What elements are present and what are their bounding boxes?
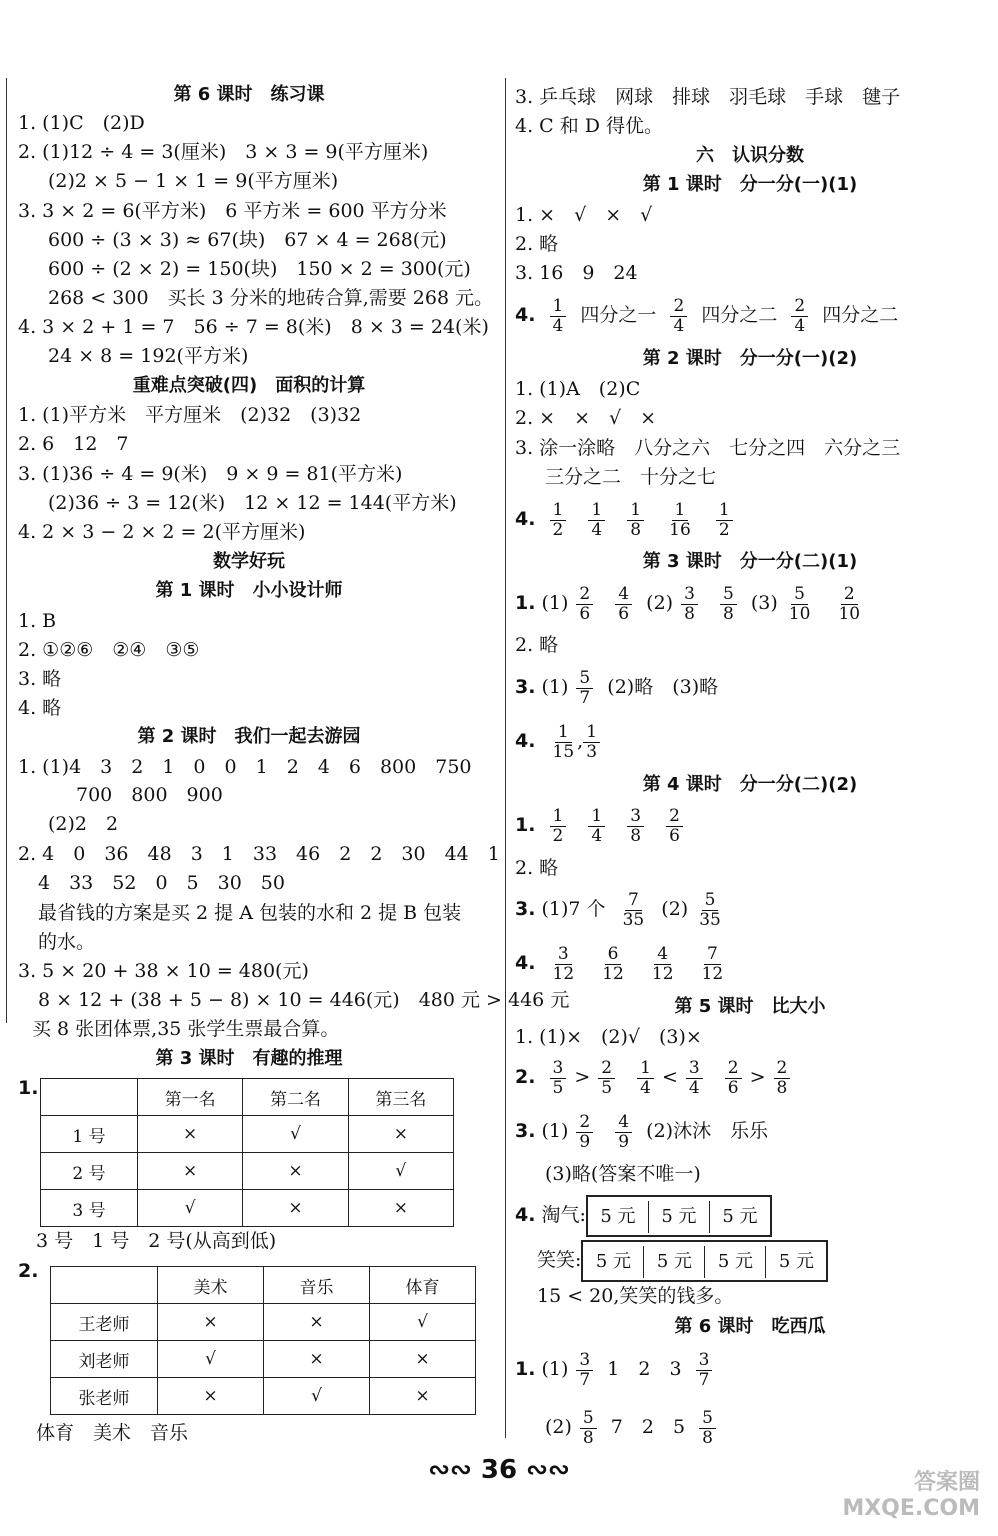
fraction bbox=[550, 297, 567, 336]
question-number: 3. bbox=[515, 1120, 536, 1142]
fraction bbox=[699, 1409, 716, 1448]
part-label: (1) bbox=[541, 1358, 569, 1380]
answer-line: 4 33 52 0 5 30 50 bbox=[38, 872, 285, 894]
fraction bbox=[720, 585, 737, 624]
part-label: (1) bbox=[541, 592, 569, 614]
table-cell: × bbox=[138, 1153, 243, 1190]
answer-line: 三分之二 十分之七 bbox=[545, 466, 717, 488]
fraction-words: 四分之二 bbox=[822, 304, 899, 326]
numerator: 7 bbox=[704, 945, 721, 965]
section-title: 第 5 课时 比大小 bbox=[674, 996, 826, 1017]
money-cell: 5 元 bbox=[644, 1246, 705, 1278]
table-header-cell: 美术 bbox=[158, 1267, 264, 1304]
question-number: 1. bbox=[515, 814, 536, 836]
answer-line: 3. (1)36 ÷ 4 = 9(米) 9 × 9 = 81(平方米) bbox=[18, 463, 403, 485]
fraction-words: 四分之二 bbox=[701, 304, 778, 326]
page-number: 36 bbox=[480, 1455, 518, 1485]
fraction bbox=[576, 669, 593, 708]
fraction bbox=[725, 1059, 742, 1098]
numerator: 1 bbox=[672, 501, 689, 521]
table-cell: √ bbox=[243, 1116, 348, 1153]
fraction bbox=[786, 585, 814, 624]
numerator: 4 bbox=[615, 585, 632, 605]
answer-line: (2)36 ÷ 3 = 12(米) 12 × 12 = 144(平方米) bbox=[48, 492, 457, 514]
answer-text: (2)沐沐 乐乐 bbox=[646, 1120, 769, 1142]
part-label: (1) bbox=[541, 676, 569, 698]
answer-line: 3. 涂一涂略 八分之六 七分之四 六分之三 bbox=[515, 437, 901, 459]
denominator: 8 bbox=[702, 1427, 713, 1448]
section-title: 第 6 课时 练习课 bbox=[173, 84, 325, 105]
answer-line: 2. ①②⑥ ②④ ③⑤ bbox=[18, 639, 200, 661]
table-cell: 张老师 bbox=[51, 1378, 158, 1415]
denominator: 6 bbox=[727, 1077, 739, 1098]
denominator: 7 bbox=[579, 687, 591, 708]
reasoning-table-2 bbox=[50, 1266, 476, 1415]
denominator: 2 bbox=[552, 519, 564, 540]
fraction bbox=[550, 1059, 567, 1098]
answer-line bbox=[515, 940, 734, 986]
reasoning-table-1 bbox=[40, 1078, 454, 1227]
money-cell: 5 元 bbox=[705, 1246, 766, 1278]
table-header-cell: 第三名 bbox=[348, 1079, 453, 1116]
answer-line: 1. (1)平方米 平方厘米 (2)32 (3)32 bbox=[18, 404, 362, 426]
answer-line: 2. 6 12 7 bbox=[18, 433, 129, 455]
table-cell: √ bbox=[264, 1378, 370, 1415]
table-cell: √ bbox=[158, 1341, 264, 1378]
table-cell: × bbox=[348, 1116, 453, 1153]
left-ornament-icon: ∾∾ bbox=[428, 1455, 472, 1485]
question-number: 1. bbox=[18, 1077, 39, 1099]
section-title: 数学好玩 bbox=[213, 551, 285, 572]
denominator: 8 bbox=[684, 603, 695, 624]
fraction bbox=[774, 1059, 791, 1098]
table-header-cell: 第二名 bbox=[243, 1079, 348, 1116]
answer-line: 买 8 张团体票,35 张学生票最合算。 bbox=[32, 1018, 340, 1040]
fraction bbox=[550, 501, 567, 540]
denominator: 4 bbox=[640, 1077, 651, 1098]
question-number: 3. bbox=[515, 898, 536, 920]
numerator: 5 bbox=[720, 585, 737, 605]
part-label: (1)7 个 bbox=[541, 898, 606, 920]
denominator: 16 bbox=[669, 519, 691, 540]
table-header-cell: 第一名 bbox=[138, 1079, 243, 1116]
table-cell: 刘老师 bbox=[51, 1341, 158, 1378]
table-header-cell bbox=[41, 1079, 138, 1116]
table-cell: √ bbox=[138, 1190, 243, 1227]
denominator: 5 bbox=[601, 1077, 613, 1098]
money-cell: 5 元 bbox=[588, 1201, 649, 1233]
table-cell: × bbox=[243, 1190, 348, 1227]
numerator: 1 bbox=[550, 807, 567, 827]
answer-line: (2)2 2 bbox=[48, 813, 119, 835]
answer-line: 体育 美术 音乐 bbox=[36, 1422, 189, 1444]
fraction bbox=[791, 297, 808, 336]
fraction bbox=[550, 807, 567, 846]
question-number: 1. bbox=[515, 1358, 536, 1380]
answer-line: 3 号 1 号 2 号(从高到低) bbox=[36, 1230, 277, 1252]
right-ornament-icon: ∾∾ bbox=[526, 1455, 570, 1485]
question-number: 2. bbox=[515, 1066, 536, 1088]
numerator: 6 bbox=[605, 945, 622, 965]
money-cell: 5 元 bbox=[583, 1246, 644, 1278]
answer-line: 1. (1)A (2)C bbox=[515, 378, 641, 400]
numerator: 3 bbox=[686, 1059, 703, 1079]
table-cell: 3 号 bbox=[41, 1190, 138, 1227]
table-cell: × bbox=[158, 1304, 264, 1341]
denominator: 4 bbox=[552, 315, 564, 336]
answer-line bbox=[515, 1404, 724, 1450]
denominator: 6 bbox=[579, 603, 591, 624]
money-cell: 5 元 bbox=[722, 1206, 758, 1227]
answer-text: (2)略 (3)略 bbox=[607, 676, 719, 698]
answer-line: 最省钱的方案是买 2 提 A 包装的水和 2 提 B 包装 bbox=[38, 902, 462, 924]
numerator: 3 bbox=[627, 807, 644, 827]
answer-line bbox=[515, 664, 718, 710]
numerator: 2 bbox=[598, 1059, 615, 1079]
fraction bbox=[666, 807, 683, 846]
answer-line bbox=[515, 718, 608, 764]
denominator: 5 bbox=[552, 1077, 564, 1098]
denominator: 4 bbox=[591, 825, 603, 846]
numerator: 3 bbox=[576, 1351, 593, 1371]
answer-line: 1. (1)4 3 2 1 0 0 1 2 4 6 800 750 bbox=[18, 756, 472, 778]
denominator: 9 bbox=[579, 1131, 591, 1152]
question-number: 4. bbox=[515, 1204, 536, 1226]
denominator: 4 bbox=[794, 315, 806, 336]
table-cell: × bbox=[264, 1341, 370, 1378]
section-title: 第 6 课时 吃西瓜 bbox=[674, 1316, 826, 1337]
numerator: 2 bbox=[791, 297, 808, 317]
fraction bbox=[681, 585, 698, 624]
denominator: 12 bbox=[602, 963, 624, 984]
denominator: 8 bbox=[582, 1427, 594, 1448]
answer-text: 7 2 5 bbox=[610, 1416, 686, 1438]
answer-line: 1. × √ × √ bbox=[515, 204, 653, 226]
denominator: 7 bbox=[698, 1369, 710, 1390]
watermark-text: 答案圈 bbox=[913, 1470, 980, 1495]
answer-line: 3. 乒乓球 网球 排球 羽毛球 手球 毽子 bbox=[515, 86, 901, 108]
comparison-sign: < bbox=[661, 1066, 678, 1088]
question-number: 4. bbox=[515, 508, 536, 530]
denominator: 2 bbox=[718, 519, 730, 540]
table-cell: × bbox=[138, 1116, 243, 1153]
denominator: 35 bbox=[699, 909, 721, 930]
numerator: 5 bbox=[580, 1409, 597, 1429]
table-cell: √ bbox=[348, 1153, 453, 1190]
table-cell: √ bbox=[370, 1304, 476, 1341]
numerator: 5 bbox=[702, 891, 719, 911]
table-cell: 1 号 bbox=[41, 1116, 138, 1153]
answer-line bbox=[515, 580, 871, 626]
answer-line bbox=[515, 1054, 798, 1100]
numerator: 4 bbox=[654, 945, 671, 965]
answer-text: 1 2 3 bbox=[607, 1358, 682, 1380]
numerator: 4 bbox=[615, 1113, 632, 1133]
numerator: 5 bbox=[699, 1409, 716, 1429]
numerator: 3 bbox=[681, 585, 698, 605]
denominator: 6 bbox=[669, 825, 680, 846]
money-cell: 5 元 bbox=[778, 1251, 814, 1272]
fraction bbox=[666, 501, 694, 540]
fraction bbox=[588, 501, 605, 540]
answer-line: (3)略(答案不唯一) bbox=[545, 1163, 701, 1185]
numerator: 3 bbox=[696, 1351, 713, 1371]
person-name: 笑笑: bbox=[537, 1249, 582, 1271]
column-divider bbox=[505, 78, 506, 1438]
section-title: 第 2 课时 分一分(一)(2) bbox=[642, 348, 858, 369]
fraction bbox=[576, 1351, 593, 1390]
fraction bbox=[599, 945, 627, 984]
answer-line: 2. (1)12 ÷ 4 = 3(厘米) 3 × 3 = 9(平方厘米) bbox=[18, 141, 429, 163]
answer-line: 600 ÷ (2 × 2) = 150(块) 150 × 2 = 300(元) bbox=[48, 258, 471, 280]
table-cell: 2 号 bbox=[41, 1153, 138, 1190]
numerator: 2 bbox=[576, 585, 593, 605]
question-number: 4. bbox=[515, 952, 536, 974]
table-header-cell: 体育 bbox=[370, 1267, 476, 1304]
answer-line: 24 × 8 = 192(平方米) bbox=[48, 345, 249, 367]
denominator: 8 bbox=[630, 519, 642, 540]
numerator: 2 bbox=[670, 297, 687, 317]
denominator: 8 bbox=[776, 1077, 788, 1098]
denominator: 6 bbox=[618, 603, 630, 624]
part-label: (2) bbox=[646, 592, 674, 614]
fraction bbox=[835, 585, 863, 624]
answer-line: 2. 略 bbox=[515, 233, 559, 255]
answer-line bbox=[515, 292, 898, 338]
table-header-cell: 音乐 bbox=[264, 1267, 370, 1304]
money-cell: 5 元 bbox=[649, 1201, 710, 1233]
section-title: 第 1 课时 小小设计师 bbox=[155, 580, 343, 601]
numerator: 1 bbox=[627, 501, 644, 521]
answer-line: 3. 5 × 20 + 38 × 10 = 480(元) bbox=[18, 960, 309, 982]
denominator: 4 bbox=[673, 315, 685, 336]
watermark-logo bbox=[810, 1470, 980, 1526]
denominator: 4 bbox=[591, 519, 603, 540]
answer-line: 1. (1)× (2)√ (3)× bbox=[515, 1026, 702, 1048]
answer-line: 2. × × √ × bbox=[515, 407, 657, 429]
watermark-text: MXQE.COM bbox=[842, 1496, 980, 1521]
numerator: 1 bbox=[583, 723, 600, 743]
denominator: 12 bbox=[651, 963, 674, 984]
fraction bbox=[696, 1351, 713, 1390]
question-number: 4. bbox=[515, 304, 536, 326]
money-bar bbox=[581, 1240, 828, 1282]
answer-line: 1. (1)C (2)D bbox=[18, 112, 145, 134]
answer-line: 4. C 和 D 得优。 bbox=[515, 115, 664, 137]
answer-line: 3. 3 × 2 = 6(平方米) 6 平方米 = 600 平方分米 bbox=[18, 200, 447, 222]
answer-line: 15 < 20,笑笑的钱多。 bbox=[537, 1285, 734, 1307]
denominator: 4 bbox=[688, 1077, 700, 1098]
numerator: 2 bbox=[774, 1059, 791, 1079]
fraction bbox=[598, 1059, 615, 1098]
numerator: 2 bbox=[666, 807, 683, 827]
fraction bbox=[576, 1113, 593, 1152]
left-margin-rule bbox=[6, 78, 7, 1023]
fraction bbox=[550, 945, 578, 984]
part-label: (2) bbox=[661, 898, 689, 920]
denominator: 12 bbox=[552, 963, 575, 984]
denominator: 15 bbox=[552, 741, 575, 762]
fraction bbox=[649, 945, 677, 984]
unit-title: 六 认识分数 bbox=[696, 145, 804, 166]
answer-line: 4. 2 × 3 − 2 × 2 = 2(平方厘米) bbox=[18, 521, 306, 543]
denominator: 12 bbox=[701, 963, 724, 984]
question-number: 4. bbox=[515, 730, 536, 752]
table-cell: 王老师 bbox=[51, 1304, 158, 1341]
fraction bbox=[686, 1059, 703, 1098]
numerator: 2 bbox=[725, 1059, 742, 1079]
numerator: 1 bbox=[716, 501, 733, 521]
answer-line bbox=[515, 1108, 768, 1154]
numerator: 1 bbox=[637, 1059, 654, 1079]
fraction bbox=[627, 501, 644, 540]
fraction bbox=[550, 723, 578, 762]
person-name: 淘气: bbox=[541, 1204, 586, 1226]
numerator: 1 bbox=[588, 807, 605, 827]
fraction bbox=[580, 1409, 597, 1448]
section-title: 重难点突破(四) 面积的计算 bbox=[132, 375, 366, 396]
answer-line: 4. 3 × 2 + 1 = 7 56 ÷ 7 = 8(米) 8 × 3 = 24(米) bbox=[18, 316, 489, 338]
fraction bbox=[699, 945, 727, 984]
answer-line bbox=[515, 1195, 772, 1237]
question-number: 1. bbox=[515, 592, 536, 614]
section-title: 第 2 课时 我们一起去游园 bbox=[137, 726, 361, 747]
denominator: 10 bbox=[838, 603, 861, 624]
table-cell: × bbox=[348, 1190, 453, 1227]
fraction bbox=[576, 585, 593, 624]
answer-line: 8 × 12 + (38 + 5 − 8) × 10 = 446(元) 480 元 > 446 元 bbox=[38, 989, 570, 1011]
fraction bbox=[615, 1113, 632, 1152]
denominator: 2 bbox=[552, 825, 564, 846]
numerator: 2 bbox=[576, 1113, 593, 1133]
answer-line bbox=[515, 496, 741, 542]
numerator: 1 bbox=[588, 501, 605, 521]
section-title: 第 3 课时 分一分(二)(1) bbox=[642, 551, 858, 572]
denominator: 8 bbox=[630, 825, 642, 846]
answer-line: (2)2 × 5 − 1 × 1 = 9(平方厘米) bbox=[48, 170, 339, 192]
fraction bbox=[696, 891, 724, 930]
answer-line: 1. B bbox=[18, 610, 57, 632]
table-cell: × bbox=[370, 1378, 476, 1415]
question-number: 3. bbox=[515, 676, 536, 698]
answer-line: 2. 略 bbox=[515, 634, 559, 656]
answer-line bbox=[515, 886, 732, 932]
answer-line: 2. 略 bbox=[515, 857, 559, 879]
denominator: 3 bbox=[586, 741, 598, 762]
table-header-cell bbox=[51, 1267, 158, 1304]
comparison-sign: > bbox=[749, 1066, 766, 1088]
numerator: 5 bbox=[791, 585, 808, 605]
table-cell: × bbox=[158, 1378, 264, 1415]
answer-line: 的水。 bbox=[38, 931, 96, 953]
fraction bbox=[583, 723, 600, 762]
fraction bbox=[627, 807, 644, 846]
table-cell: × bbox=[243, 1153, 348, 1190]
answer-line bbox=[515, 1240, 828, 1282]
numerator: 5 bbox=[576, 669, 593, 689]
answer-line: 2. 4 0 36 48 3 1 33 46 2 2 30 44 1 bbox=[18, 843, 500, 865]
denominator: 9 bbox=[618, 1131, 630, 1152]
answer-line bbox=[515, 1346, 720, 1392]
part-label: (1) bbox=[541, 1120, 569, 1142]
section-title: 第 4 课时 分一分(二)(2) bbox=[642, 774, 858, 795]
fraction bbox=[670, 297, 687, 336]
denominator: 8 bbox=[722, 603, 734, 624]
part-label: (3) bbox=[750, 592, 778, 614]
numerator: 3 bbox=[550, 1059, 567, 1079]
separator: , bbox=[577, 730, 584, 752]
table-cell: × bbox=[370, 1341, 476, 1378]
answer-line: 3. 略 bbox=[18, 668, 62, 690]
answer-line: 600 ÷ (3 × 3) ≈ 67(块) 67 × 4 = 268(元) bbox=[48, 229, 447, 251]
part-label: (2) bbox=[545, 1416, 572, 1438]
table-cell: × bbox=[264, 1304, 370, 1341]
answer-line: 3. 16 9 24 bbox=[515, 262, 638, 284]
numerator: 1 bbox=[555, 723, 572, 743]
money-bar bbox=[586, 1195, 772, 1237]
section-title: 第 3 课时 有趣的推理 bbox=[155, 1048, 343, 1069]
denominator: 7 bbox=[579, 1369, 591, 1390]
fraction bbox=[588, 807, 605, 846]
answer-line bbox=[515, 802, 691, 848]
answer-line: 700 800 900 bbox=[76, 784, 223, 806]
answer-line: 4. 略 bbox=[18, 697, 62, 719]
numerator: 7 bbox=[625, 891, 642, 911]
fraction bbox=[637, 1059, 654, 1098]
question-number: 2. bbox=[18, 1260, 39, 1282]
comparison-sign: > bbox=[574, 1066, 591, 1088]
answer-line: 268 < 300 买长 3 分米的地砖合算,需要 268 元。 bbox=[48, 287, 494, 309]
numerator: 1 bbox=[550, 501, 567, 521]
fraction-words: 四分之一 bbox=[580, 304, 657, 326]
fraction bbox=[620, 891, 648, 930]
denominator: 10 bbox=[788, 603, 811, 624]
numerator: 2 bbox=[841, 585, 858, 605]
denominator: 35 bbox=[622, 909, 645, 930]
fraction bbox=[615, 585, 632, 624]
section-title: 第 1 课时 分一分(一)(1) bbox=[642, 174, 858, 195]
fraction bbox=[716, 501, 733, 540]
numerator: 3 bbox=[555, 945, 572, 965]
numerator: 1 bbox=[550, 297, 567, 317]
